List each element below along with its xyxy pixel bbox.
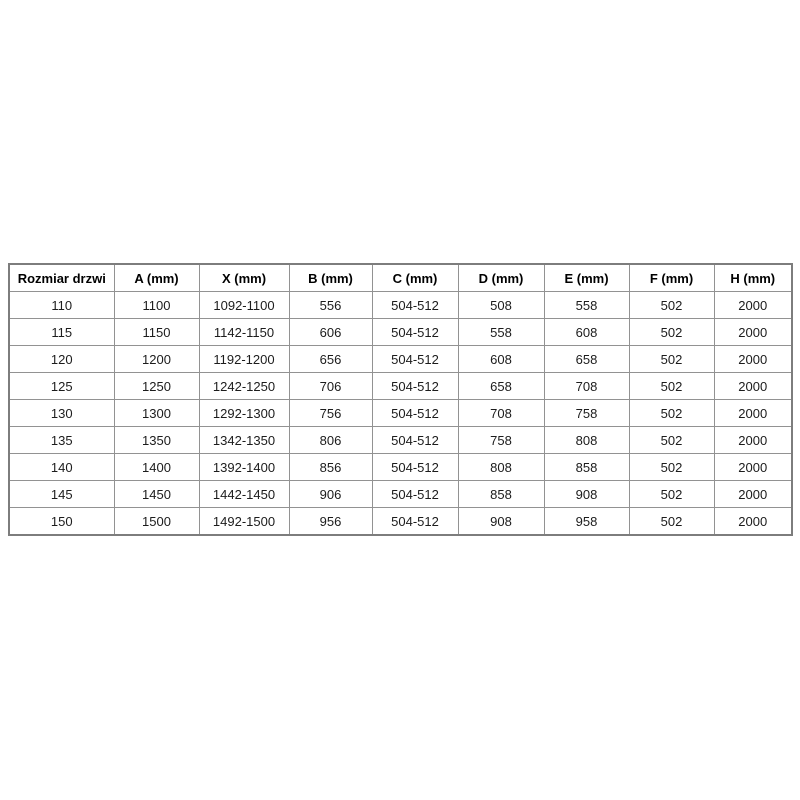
table-cell: 858 [544, 454, 629, 481]
table-cell: 502 [629, 400, 714, 427]
table-cell: 608 [544, 319, 629, 346]
table-cell: 2000 [714, 319, 792, 346]
table-cell: 504-512 [372, 427, 458, 454]
table-row [9, 292, 792, 319]
table-cell: 1200 [114, 346, 199, 373]
table-cell: 658 [544, 346, 629, 373]
table-cell: 1100 [114, 292, 199, 319]
table-cell: 2000 [714, 400, 792, 427]
table-cell: 110 [9, 292, 114, 319]
column-header: X (mm) [199, 264, 289, 292]
column-header: C (mm) [372, 264, 458, 292]
table-cell: 756 [289, 400, 372, 427]
table-cell: 708 [544, 373, 629, 400]
table-cell: 1400 [114, 454, 199, 481]
table-cell: 135 [9, 427, 114, 454]
table-cell: 502 [629, 427, 714, 454]
table-cell: 1342-1350 [199, 427, 289, 454]
table-cell: 908 [458, 508, 544, 536]
table-cell: 558 [544, 292, 629, 319]
table-row [9, 319, 792, 346]
table-row [9, 481, 792, 508]
table-cell: 1500 [114, 508, 199, 536]
table-cell: 502 [629, 508, 714, 536]
column-header: F (mm) [629, 264, 714, 292]
table-cell: 1250 [114, 373, 199, 400]
header-row [9, 264, 792, 292]
table-cell: 2000 [714, 292, 792, 319]
table-row [9, 346, 792, 373]
table-row [9, 427, 792, 454]
table-cell: 504-512 [372, 508, 458, 536]
table-cell: 1192-1200 [199, 346, 289, 373]
table-cell: 2000 [714, 427, 792, 454]
table-cell: 115 [9, 319, 114, 346]
table-cell: 504-512 [372, 454, 458, 481]
column-header: E (mm) [544, 264, 629, 292]
table-cell: 508 [458, 292, 544, 319]
table-cell: 1450 [114, 481, 199, 508]
table-cell: 1092-1100 [199, 292, 289, 319]
table-cell: 2000 [714, 454, 792, 481]
table-cell: 1142-1150 [199, 319, 289, 346]
column-header: A (mm) [114, 264, 199, 292]
door-size-table [8, 263, 793, 536]
table-cell: 558 [458, 319, 544, 346]
table-cell: 1300 [114, 400, 199, 427]
table-header [9, 264, 792, 292]
table-cell: 504-512 [372, 400, 458, 427]
table-cell: 120 [9, 346, 114, 373]
column-header: D (mm) [458, 264, 544, 292]
table-cell: 502 [629, 481, 714, 508]
table-cell: 130 [9, 400, 114, 427]
table-cell: 658 [458, 373, 544, 400]
table-cell: 706 [289, 373, 372, 400]
table-cell: 956 [289, 508, 372, 536]
table-cell: 125 [9, 373, 114, 400]
table-cell: 1392-1400 [199, 454, 289, 481]
table-cell: 656 [289, 346, 372, 373]
table-cell: 556 [289, 292, 372, 319]
table-cell: 150 [9, 508, 114, 536]
column-header: Rozmiar drzwi [9, 264, 114, 292]
table-row [9, 373, 792, 400]
table-cell: 2000 [714, 481, 792, 508]
table-cell: 908 [544, 481, 629, 508]
table-cell: 502 [629, 373, 714, 400]
table-cell: 504-512 [372, 292, 458, 319]
table-cell: 504-512 [372, 373, 458, 400]
table-cell: 1292-1300 [199, 400, 289, 427]
table-cell: 1150 [114, 319, 199, 346]
table-cell: 504-512 [372, 346, 458, 373]
table-cell: 608 [458, 346, 544, 373]
table-cell: 502 [629, 454, 714, 481]
table-cell: 758 [544, 400, 629, 427]
table-cell: 140 [9, 454, 114, 481]
table-cell: 502 [629, 346, 714, 373]
table-cell: 2000 [714, 508, 792, 536]
column-header: H (mm) [714, 264, 792, 292]
table-cell: 808 [544, 427, 629, 454]
table-cell: 858 [458, 481, 544, 508]
table-cell: 606 [289, 319, 372, 346]
table-cell: 145 [9, 481, 114, 508]
table-cell: 758 [458, 427, 544, 454]
table-row [9, 454, 792, 481]
table-body [9, 292, 792, 536]
table-cell: 906 [289, 481, 372, 508]
table-cell: 958 [544, 508, 629, 536]
table-cell: 504-512 [372, 481, 458, 508]
table-cell: 808 [458, 454, 544, 481]
table-cell: 708 [458, 400, 544, 427]
table-cell: 504-512 [372, 319, 458, 346]
table-cell: 1442-1450 [199, 481, 289, 508]
table-cell: 502 [629, 319, 714, 346]
table-cell: 2000 [714, 373, 792, 400]
table-cell: 1492-1500 [199, 508, 289, 536]
table-cell: 502 [629, 292, 714, 319]
table-cell: 856 [289, 454, 372, 481]
table-cell: 1242-1250 [199, 373, 289, 400]
table-cell: 806 [289, 427, 372, 454]
table-cell: 2000 [714, 346, 792, 373]
column-header: B (mm) [289, 264, 372, 292]
table-row [9, 508, 792, 536]
table-cell: 1350 [114, 427, 199, 454]
table-row [9, 400, 792, 427]
